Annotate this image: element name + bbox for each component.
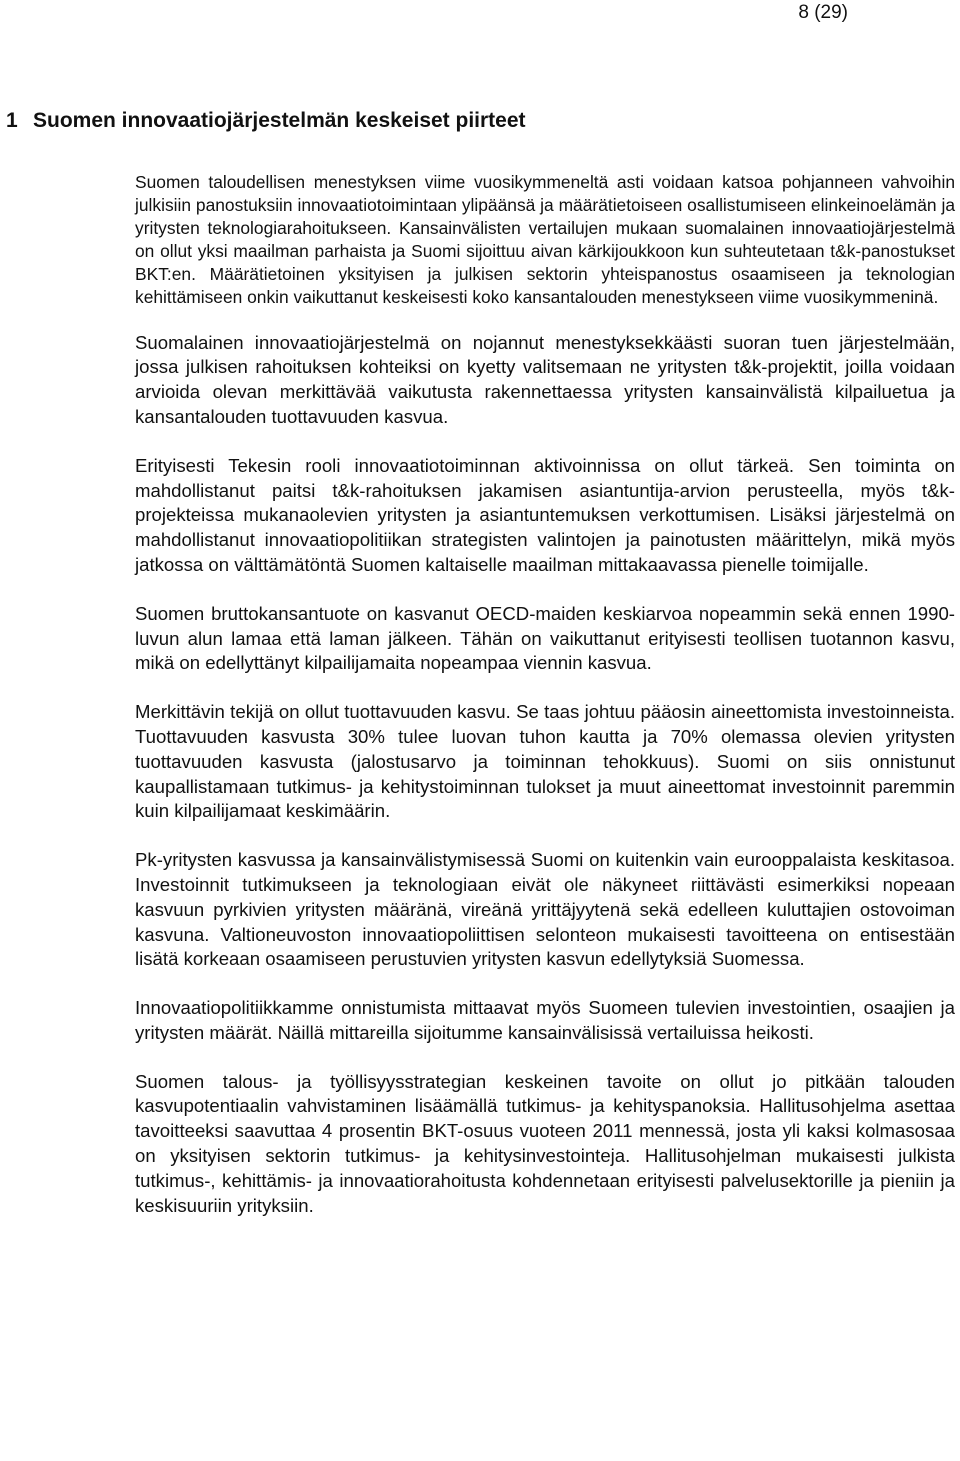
section-number: 1: [6, 109, 18, 132]
section-title: Suomen innovaatiojärjestelmän keskeiset piirteet: [33, 109, 526, 132]
page-number: 8 (29): [798, 2, 848, 23]
paragraph: Suomen taloudellisen menestyksen viime vuosikymmeneltä asti voidaan katsoa pohjanneen vahvoihin julkisiin panostuksiin innovaatiotoimintaan ylipäänsä ja määrätietoiseen osallistumiseen elinkeinoelämän ja yritysten teknologiarahoitukseen. Kansainvälisten vertailujen mukaan suomalainen innovaatiojärjestelmä on ollut yksi maailman parhaista ja Suomi sijoittuu aivan kärkijoukkoon kun suhteutetaan t&k-panostukset BKT:en. Määrätietoinen yksityisen ja julkisen sektorin yhteispanostus osaamiseen ja teknologian kehittämiseen onkin vaikuttanut keskeisesti koko kansantalouden menestykseen viime vuosikymmeninä.: [135, 172, 955, 308]
paragraph: Erityisesti Tekesin rooli innovaatiotoiminnan aktivoinnissa on ollut tärkeä. Sen toiminta on mahdollistanut paitsi t&k-rahoituksen jakamisen asiantuntija-arvion perusteella, myös t&k-projekteissa mukanaolevien yritysten ja asiantuntemuksen verkottumisen. Lisäksi järjestelmä on mahdollistanut innovaatiopolitiikan strategisten valintojen ja painotusten määrittelyn, mikä myös jatkossa on välttämätöntä Suomen kaltaiselle maailman mittakaavassa pienelle toimijalle.: [135, 454, 955, 575]
paragraph: Pk-yritysten kasvussa ja kansainvälistymisessä Suomi on kuitenkin vain eurooppalaista keskitasoa. Investoinnit tutkimukseen ja teknologiaan eivät ole näkyneet riittävästi esimerkiksi nopeaan kasvuun pyrkivien yritysten määränä, vireänä yrittäjyytenä sekä edelleen kuluttajien ostovoiman kasvuna. Valtioneuvoston innovaatiopoliittisen selonteon mukaisesti tavoitteena on entisestään lisätä korkeaan osaamiseen perustuvien yritysten kasvun edellytyksiä Suomessa.: [135, 849, 955, 970]
paragraph: Suomen talous- ja työllisyysstrategian keskeinen tavoite on ollut jo pitkään talouden kasvupotentiaalin vahvistaminen lisäämällä tutkimus- ja kehityspanoksia. Hallitusohjelma asettaa tavoitteeksi saavuttaa 4 prosentin BKT-osuus vuoteen 2011 mennessä, josta yli kaksi kolmasosaa on yksityisen sektorin tutkimus- ja kehitysinvestointeja. Hallitusohjelman mukaisesti julkista tutkimus-, kehittämis- ja innovaatiorahoitusta kohdennetaan erityisesti palvelusektorille ja pieniin ja keskisuuriin yrityksiin.: [135, 1070, 955, 1216]
paragraph: Suomalainen innovaatiojärjestelmä on nojannut menestyksekkäästi suoran tuen järjestelmään, jossa julkisen rahoituksen kohteiksi on kyetty valitsemaan ne yritysten t&k-projektit, joilla voidaan arvioida olevan merkittävää vaikutusta rakennettaessa yritysten kansainvälistä kilpailuetua ja kansantalouden tuottavuuden kasvua.: [135, 331, 955, 427]
section-heading: [6, 108, 526, 134]
body-text: [135, 171, 955, 1242]
paragraph: Suomen bruttokansantuote on kasvanut OECD-maiden keskiarvoa nopeammin sekä ennen 1990-luvun alun lamaa että laman jälkeen. Tähän on vaikuttanut erityisesti teollisen tuotannon kasvu, mikä on edellyttänyt kilpailijamaita nopeampaa viennin kasvua.: [135, 602, 955, 674]
paragraph: Merkittävin tekijä on ollut tuottavuuden kasvu. Se taas johtuu pääosin aineettomista investoinneista. Tuottavuuden kasvusta 30% tulee luovan tuhon kautta ja 70% olemassa olevien yritysten tuottavuuden kasvusta (jalostusarvo ja toiminnan tehokkuus). Suomi on siis onnistunut kaupallistamaan tutkimus- ja kehitystoiminnan tulokset ja muut aineettomat investoinnit paremmin kuin kilpailijamaat keskimäärin.: [135, 701, 955, 822]
paragraph: Innovaatiopolitiikkamme onnistumista mittaavat myös Suomeen tulevien investointien, osaajien ja yritysten määrät. Näillä mittareilla sijoitumme kansainvälisissä vertailuissa heikosti.: [135, 997, 955, 1043]
